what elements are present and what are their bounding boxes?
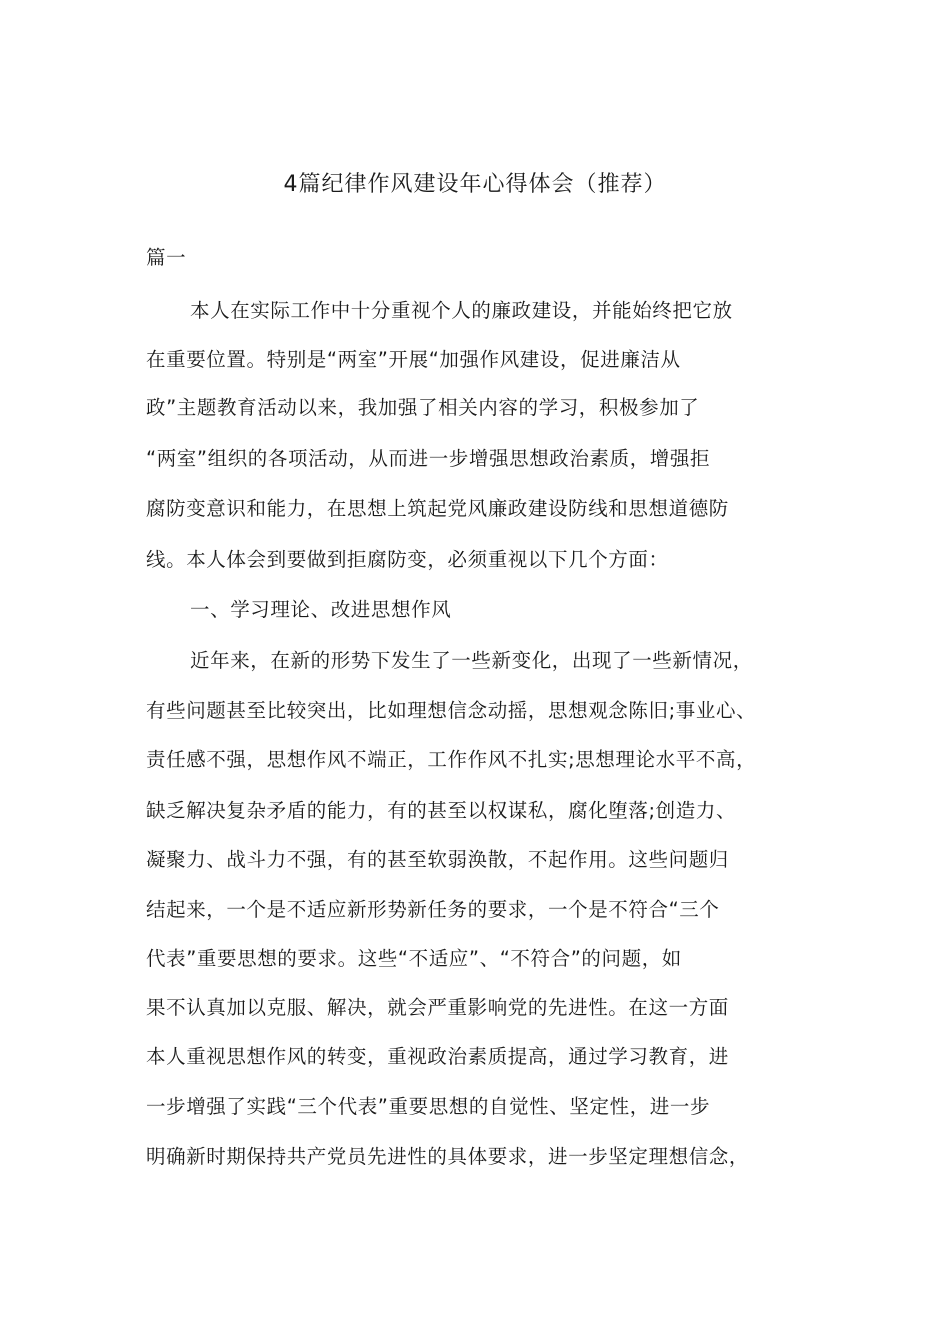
section-heading: 篇一 (146, 246, 187, 269)
text-line: 凝聚力、战斗力不强，有的甚至软弱涣散，不起作用。这些问题归 (146, 848, 729, 871)
text-line: 在重要位置。特别是“两室”开展“加强作风建设，促进廉洁从 (146, 348, 681, 371)
text-line: 缺乏解决复杂矛盾的能力，有的甚至以权谋私，腐化堕落;创造力、 (146, 799, 737, 822)
text-line: 有些问题甚至比较突出，比如理想信念动摇，思想观念陈旧;事业心、 (146, 699, 757, 722)
text-line: 线。本人体会到要做到拒腐防变，必须重视以下几个方面： (146, 548, 669, 571)
text-line: 本人重视思想作风的转变，重视政治素质提高，通过学习教育，进 (146, 1045, 729, 1068)
text-line: 本人在实际工作中十分重视个人的廉政建设，并能始终把它放 (190, 299, 733, 322)
text-line: “两室”组织的各项活动，从而进一步增强思想政治素质，增强拒 (146, 447, 711, 470)
text-line: 明确新时期保持共产党员先进性的具体要求，进一步坚定理想信念， (146, 1145, 750, 1168)
text-line: 近年来，在新的形势下发生了一些新变化，出现了一些新情况， (190, 649, 753, 672)
subheading-line: 一、学习理论、改进思想作风 (190, 598, 452, 621)
text-line: 政”主题教育活动以来，我加强了相关内容的学习，积极参加了 (146, 396, 700, 419)
text-line: 责任感不强，思想作风不端正，工作作风不扎实;思想理论水平不高， (146, 748, 757, 771)
text-line: 一步增强了实践“三个代表”重要思想的自觉性、坚定性，进一步 (146, 1095, 711, 1118)
document-title: 4篇纪律作风建设年心得体会（推荐） (283, 172, 667, 197)
text-line: 果不认真加以克服、解决，就会严重影响党的先进性。在这一方面 (146, 996, 729, 1019)
text-line: 结起来，一个是不适应新形势新任务的要求，一个是不符合“三个 (146, 898, 720, 921)
text-line: 代表”重要思想的要求。这些“不适应”、“不符合”的问题，如 (146, 947, 682, 970)
text-line: 腐防变意识和能力，在思想上筑起党风廉政建设防线和思想道德防 (146, 497, 729, 520)
